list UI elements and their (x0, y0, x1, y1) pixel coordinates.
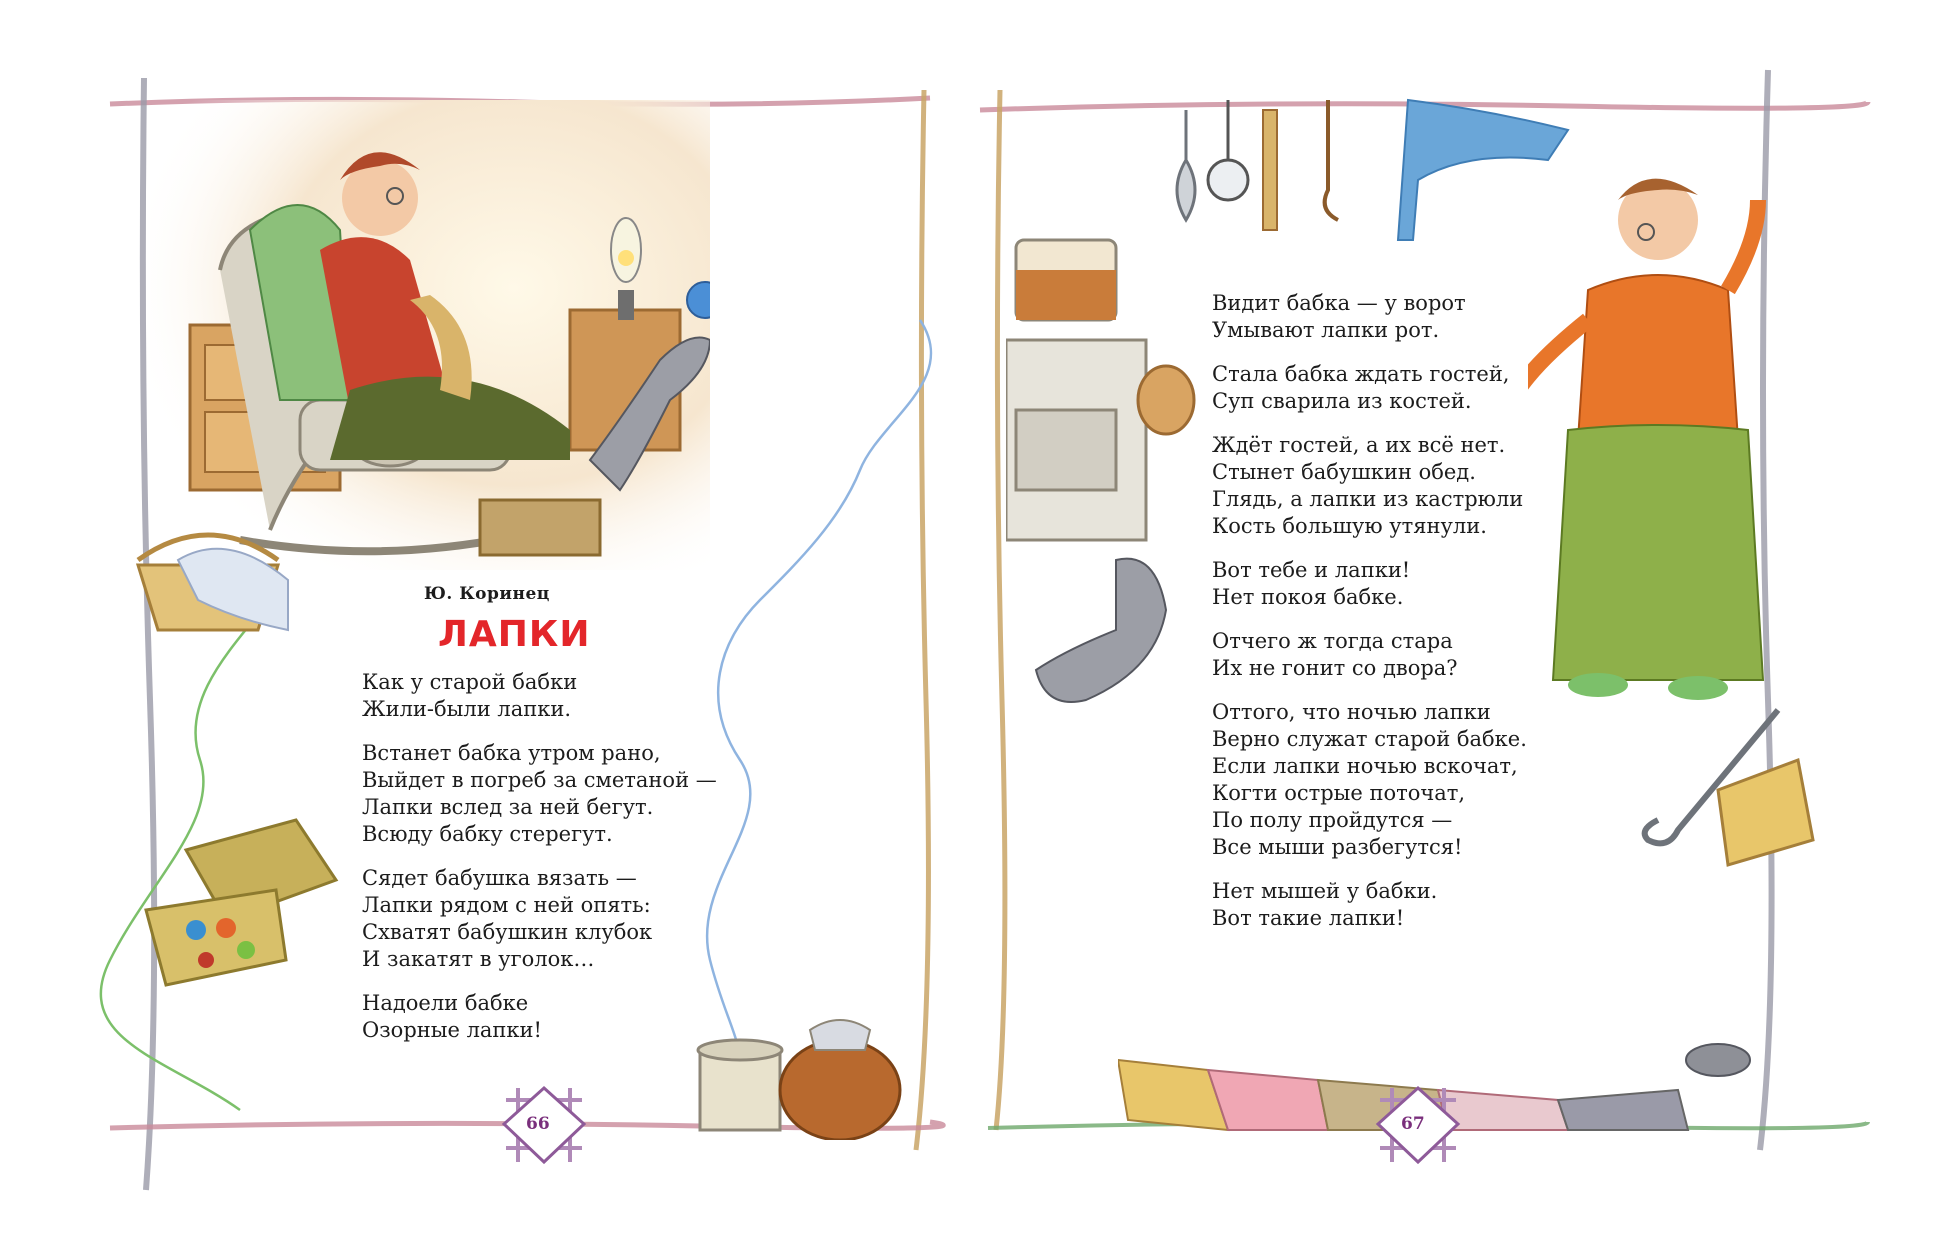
poem-line: И закатят в уголок… (362, 947, 595, 971)
poem-line: Умывают лапки рот. (1212, 318, 1440, 342)
stanza (1212, 699, 1527, 861)
stove-and-cat-illustration (1006, 230, 1216, 750)
poem-line: Кость большую утянули. (1212, 514, 1487, 538)
stanza (1212, 557, 1527, 611)
stanza (1212, 878, 1527, 932)
stanza (362, 865, 717, 973)
poem-text-right (1212, 290, 1527, 949)
poem-line: Оттого, что ночью лапки (1212, 700, 1491, 724)
grandmother-knitting-illustration (150, 100, 710, 580)
stanza (1212, 290, 1527, 344)
poem-line: Если лапки ночью вскочат, (1212, 754, 1518, 778)
poem-line: Лапки рядом с ней опять: (362, 893, 651, 917)
poem-title: ЛАПКИ (438, 614, 591, 655)
poem-line: Стала бабка ждать гостей, (1212, 362, 1510, 386)
stanza (1212, 361, 1527, 415)
poem-line: Встанет бабка утром рано, (362, 741, 661, 765)
stanza (362, 740, 717, 848)
stanza (362, 669, 717, 723)
stanza (1212, 432, 1527, 540)
poem-line: Когти острые поточат, (1212, 781, 1466, 805)
poem-line: Как у старой бабки (362, 670, 578, 694)
poem-line: Ждёт гостей, а их всё нет. (1212, 433, 1506, 457)
hanging-utensils-illustration (1168, 90, 1588, 270)
stanza (1212, 628, 1527, 682)
poem-line: Верно служат старой бабке. (1212, 727, 1527, 751)
startled-grandmother-illustration (1528, 140, 1768, 710)
page-number-right: 67 (1401, 1114, 1425, 1134)
poem-line: Стынет бабушкин обед. (1212, 460, 1476, 484)
poem-line: Все мыши разбегутся! (1212, 835, 1463, 859)
poem-line: По полу пройдутся — (1212, 808, 1453, 832)
poker-and-log-illustration (1618, 700, 1818, 880)
poem-line: Нет мышей у бабки. (1212, 879, 1438, 903)
poem-author: Ю. Коринец (424, 584, 550, 604)
sewing-box-illustration (136, 810, 356, 1000)
poem-line: Суп сварила из костей. (1212, 389, 1472, 413)
poem-line: Глядь, а лапки из кастрюли (1212, 487, 1524, 511)
poem-line: Сядет бабушка вязать — (362, 866, 637, 890)
poem-line: Их не гонит со двора? (1212, 656, 1458, 680)
poem-line: Вот тебе и лапки! (1212, 558, 1411, 582)
poem-line: Всюду бабку стерегут. (362, 822, 613, 846)
poem-line: Надоели бабке (362, 991, 529, 1015)
poem-line: Выйдет в погреб за сметаной — (362, 768, 717, 792)
poem-line: Озорные лапки! (362, 1018, 542, 1042)
poem-line: Вот такие лапки! (1212, 906, 1405, 930)
stanza (362, 990, 717, 1044)
poem-line: Лапки вслед за ней бегут. (362, 795, 654, 819)
right-page (968, 0, 1936, 1256)
poem-text-left (362, 669, 717, 1061)
poem-line: Схватят бабушкин клубок (362, 920, 653, 944)
page-number-left: 66 (526, 1114, 550, 1134)
poem-line: Нет покоя бабке. (1212, 585, 1404, 609)
poem-line: Видит бабка — у ворот (1212, 291, 1466, 315)
poem-line: Отчего ж тогда стара (1212, 629, 1453, 653)
poem-line: Жили-были лапки. (362, 697, 572, 721)
pots-illustration (690, 990, 920, 1140)
basket-illustration (118, 520, 298, 640)
